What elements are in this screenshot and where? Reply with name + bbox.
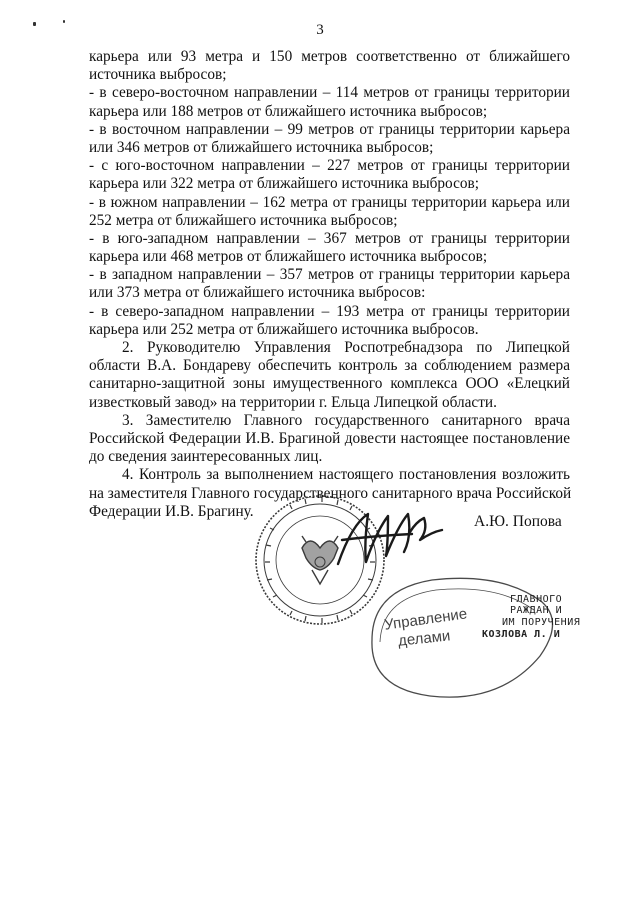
stamp-text-4: КОЗЛОВА Л. И: [482, 629, 561, 640]
stamp-text-1: ГЛАВНОГО: [510, 594, 563, 605]
text-line: или 373 метра от ближайшего источника выбросов:: [89, 284, 426, 302]
text-line: - с юго-восточном направлении – 227 метров от границы территории: [89, 157, 570, 175]
text-line: источника выбросов;: [89, 66, 227, 84]
stamp-text-3: ИМ ПОРУЧЕНИЯ: [502, 617, 581, 628]
text-line: - в юго-западном направлении – 367 метров от границы территории: [89, 229, 570, 247]
signature: [338, 514, 442, 564]
text-line: 252 метра от ближайшего источника выбросов;: [89, 211, 398, 229]
text-line: Федерации И.В. Брагину.: [89, 502, 254, 520]
text-line: или 346 метров от ближайшего источника выбросов;: [89, 138, 434, 156]
text-line: до сведения заинтересованных лиц.: [89, 448, 323, 466]
signatory-name: А.Ю. Попова: [474, 513, 562, 530]
text-line: - в южном направлении – 162 метра от границы территории карьера или: [89, 193, 570, 211]
text-line: - в северо-западном направлении – 193 метра от границы территории: [89, 302, 570, 320]
text-line: - в северо-восточном направлении – 114 метров от границы территории: [89, 84, 570, 102]
text-line: карьера или 188 метров от ближайшего источника выбросов;: [89, 102, 488, 120]
text-line: Российской Федерации И.В. Брагиной довести настоящее постановление: [89, 429, 570, 447]
text-line: карьера или 93 метра и 150 метров соответственно от ближайшего: [89, 48, 570, 65]
text-line: карьера или 468 метров от ближайшего источника выбросов;: [89, 248, 488, 266]
text-line: карьера или 252 метра от ближайшего источника выбросов.: [89, 320, 479, 338]
page-number: 3: [316, 22, 324, 38]
text-line: - в восточном направлении – 99 метров от границы территории карьера: [89, 120, 570, 138]
stamp-big-1: Управление: [383, 605, 469, 634]
stamp-big-2: делами: [397, 627, 452, 650]
text-line: 3. Заместителю Главного государственного санитарного врача: [122, 411, 570, 429]
text-line: 4. Контроль за выполнением настоящего постановления возложить: [122, 466, 570, 484]
text-line: известковый завод» на территории г. Ельца Липецкой области.: [89, 393, 497, 411]
text-line: карьера или 322 метра от ближайшего источника выбросов;: [89, 175, 479, 193]
text-line: области В.А. Бондареву обеспечить контроль за соблюдением размера: [89, 357, 570, 375]
text-line: санитарно-защитной зоны имущественного комплекса ООО «Елецкий: [89, 375, 570, 393]
text-line: 2. Руководителю Управления Роспотребнадзора по Липецкой: [122, 339, 570, 356]
text-line: - в западном направлении – 357 метров от границы территории карьера: [89, 266, 570, 284]
text-line: на заместителя Главного государственного санитарного врача Российской: [89, 484, 572, 502]
stamp-text-2: РАЖДАН И: [510, 605, 563, 616]
